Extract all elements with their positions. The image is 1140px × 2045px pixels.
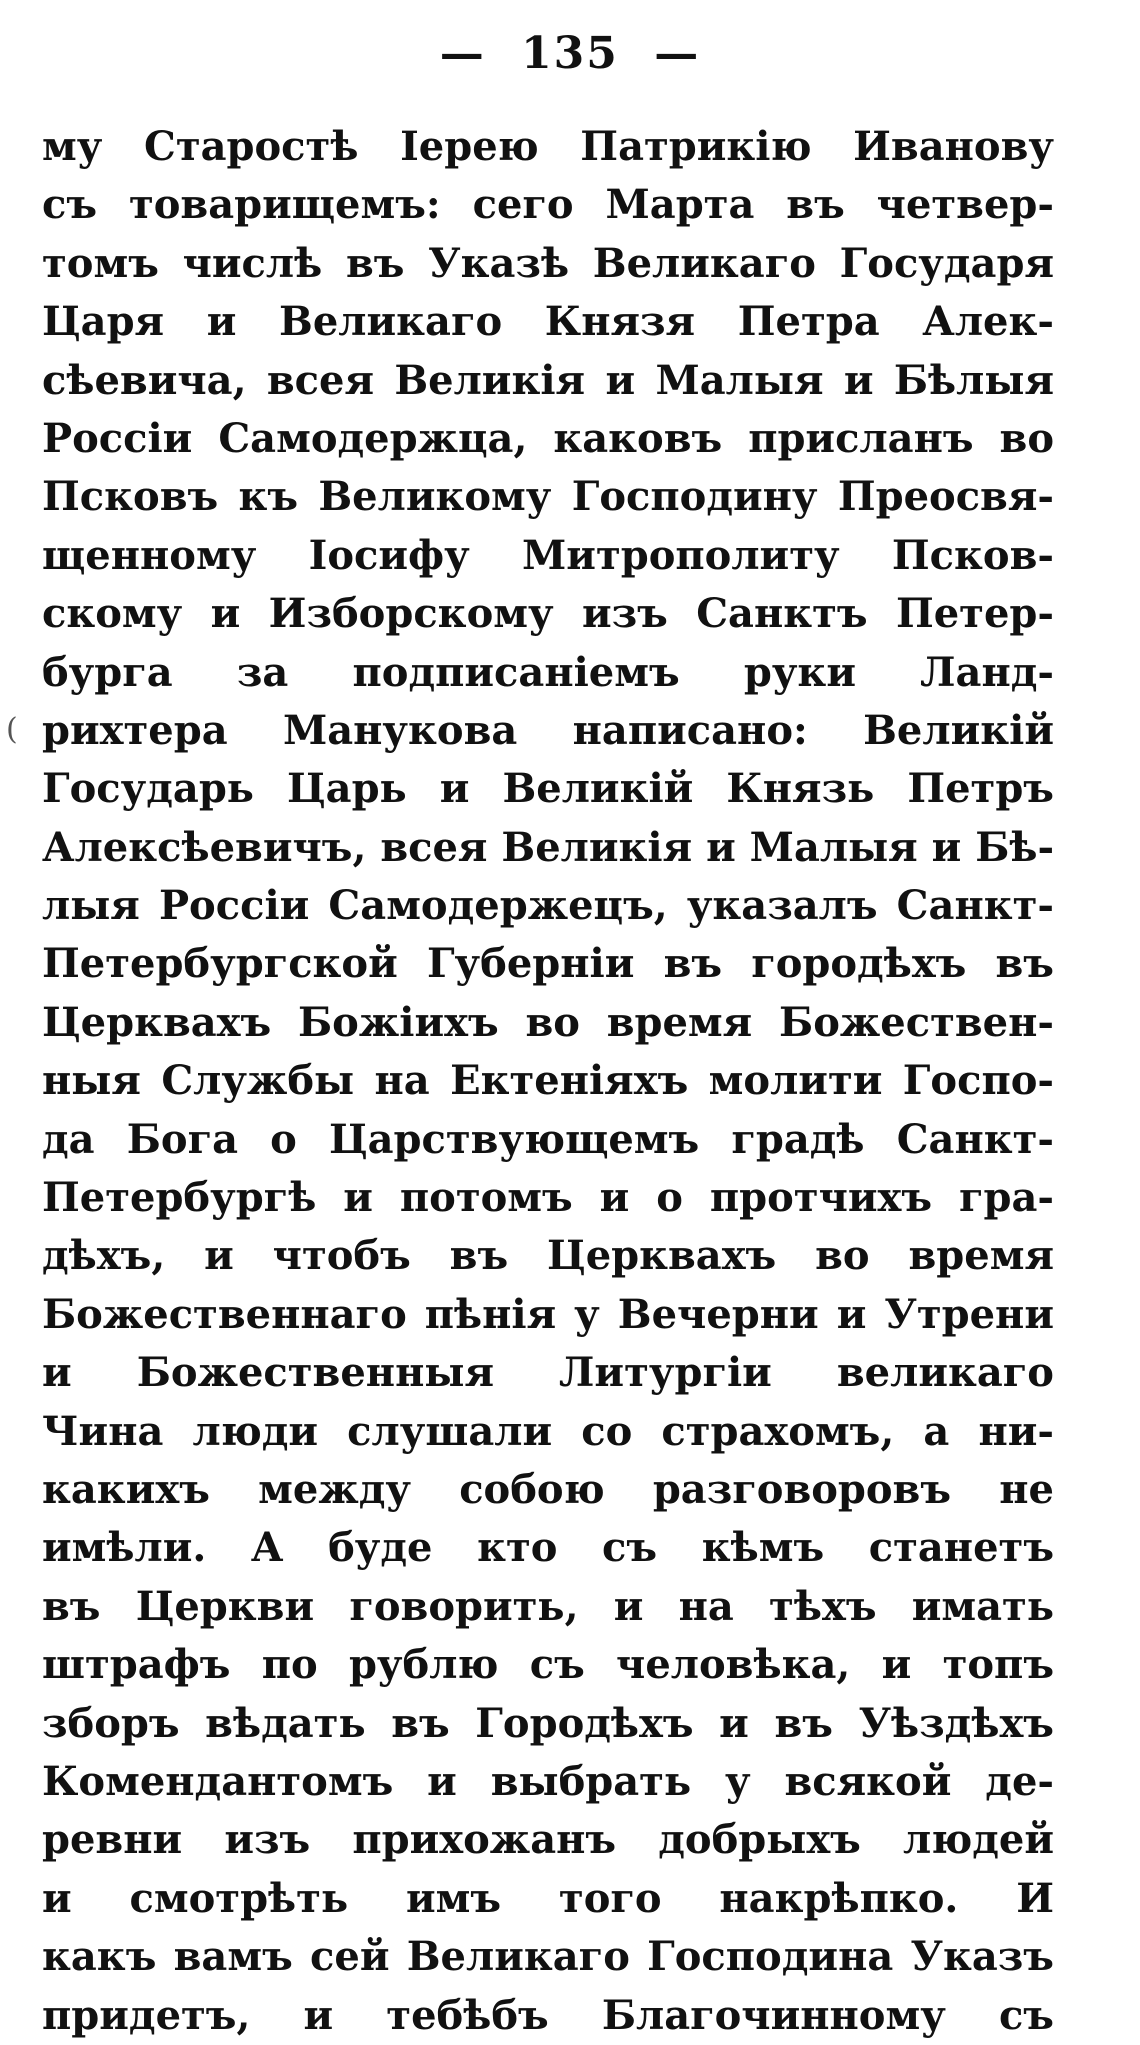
text-line: Россіи Самодержца, каковъ присланъ во xyxy=(42,414,1054,462)
text-line: Божественнаго пѣнія у Вечерни и Утрени xyxy=(42,1290,1054,1338)
text-line: рихтера Манукова написано: Великій xyxy=(42,706,1054,754)
text-line: сѣевича, всея Великія и Малыя и Бѣлыя xyxy=(42,356,1054,404)
text-line: лыя Россіи Самодержецъ, указалъ Санкт- xyxy=(42,882,1054,930)
text-line: дѣхъ, и чтобъ въ Церквахъ во время xyxy=(42,1232,1054,1280)
header-dash-right: — xyxy=(654,28,701,79)
text-line: ревни изъ прихожанъ добрыхъ людей xyxy=(42,1816,1054,1864)
text-line: съ товарищемъ: сего Марта въ четвер- xyxy=(42,181,1054,229)
text-line: Церквахъ Божіихъ во время Божествен- xyxy=(42,998,1054,1046)
text-line: Чина люди слушали со страхомъ, а ни- xyxy=(42,1407,1054,1455)
text-line: имѣли. А буде кто съ кѣмъ станетъ xyxy=(42,1524,1054,1572)
page-header xyxy=(0,28,1140,79)
text-line: придетъ, и тебѣбъ Благочинному съ xyxy=(42,1991,1054,2039)
text-line: бурга за подписаніемъ руки Ланд- xyxy=(42,648,1054,696)
text-line: Петербургской Губерніи въ городѣхъ въ xyxy=(42,940,1054,988)
text-line: какъ вамъ сей Великаго Господина Указъ xyxy=(42,1933,1054,1981)
text-line: ныя Службы на Ектеніяхъ молити Госпо- xyxy=(42,1057,1054,1105)
text-line: да Бога о Царствующемъ градѣ Санкт- xyxy=(42,1115,1054,1163)
text-line: Государь Царь и Великій Князь Петръ xyxy=(42,765,1054,813)
text-line: Псковъ къ Великому Господину Преосвя- xyxy=(42,473,1054,521)
text-line: му Старостѣ Іерею Патрикію Иванову xyxy=(42,123,1054,170)
margin-mark: ( xyxy=(6,712,18,747)
text-line: какихъ между собою разговоровъ не xyxy=(42,1465,1054,1513)
text-line: Петербургѣ и потомъ и о протчихъ гра- xyxy=(42,1174,1054,1222)
text-line: и смотрѣть имъ того накрѣпко. И xyxy=(42,1874,1054,1922)
page-number: 135 xyxy=(521,28,619,79)
header-dash-left: — xyxy=(439,28,486,79)
text-line: томъ числѣ въ Указѣ Великаго Государя xyxy=(42,239,1054,287)
text-line: зборъ вѣдать въ Городѣхъ и въ Уѣздѣхъ xyxy=(42,1699,1054,1747)
text-line: и Божественныя Литургіи великаго xyxy=(42,1349,1054,1397)
text-line: Алексѣевичъ, всея Великія и Малыя и Бѣ- xyxy=(42,823,1054,871)
text-line: въ Церкви говорить, и на тѣхъ имать xyxy=(42,1582,1054,1630)
text-line: штрафъ по рублю съ человѣка, и топъ xyxy=(42,1641,1054,1689)
text-line: скому и Изборскому изъ Санктъ Петер- xyxy=(42,590,1054,638)
body-text xyxy=(42,118,1054,2045)
text-line: Царя и Великаго Князя Петра Алек- xyxy=(42,298,1054,346)
text-line: Комендантомъ и выбрать у всякой де- xyxy=(42,1757,1054,1805)
text-line: щенному Іосифу Митрополиту Псков- xyxy=(42,531,1054,579)
